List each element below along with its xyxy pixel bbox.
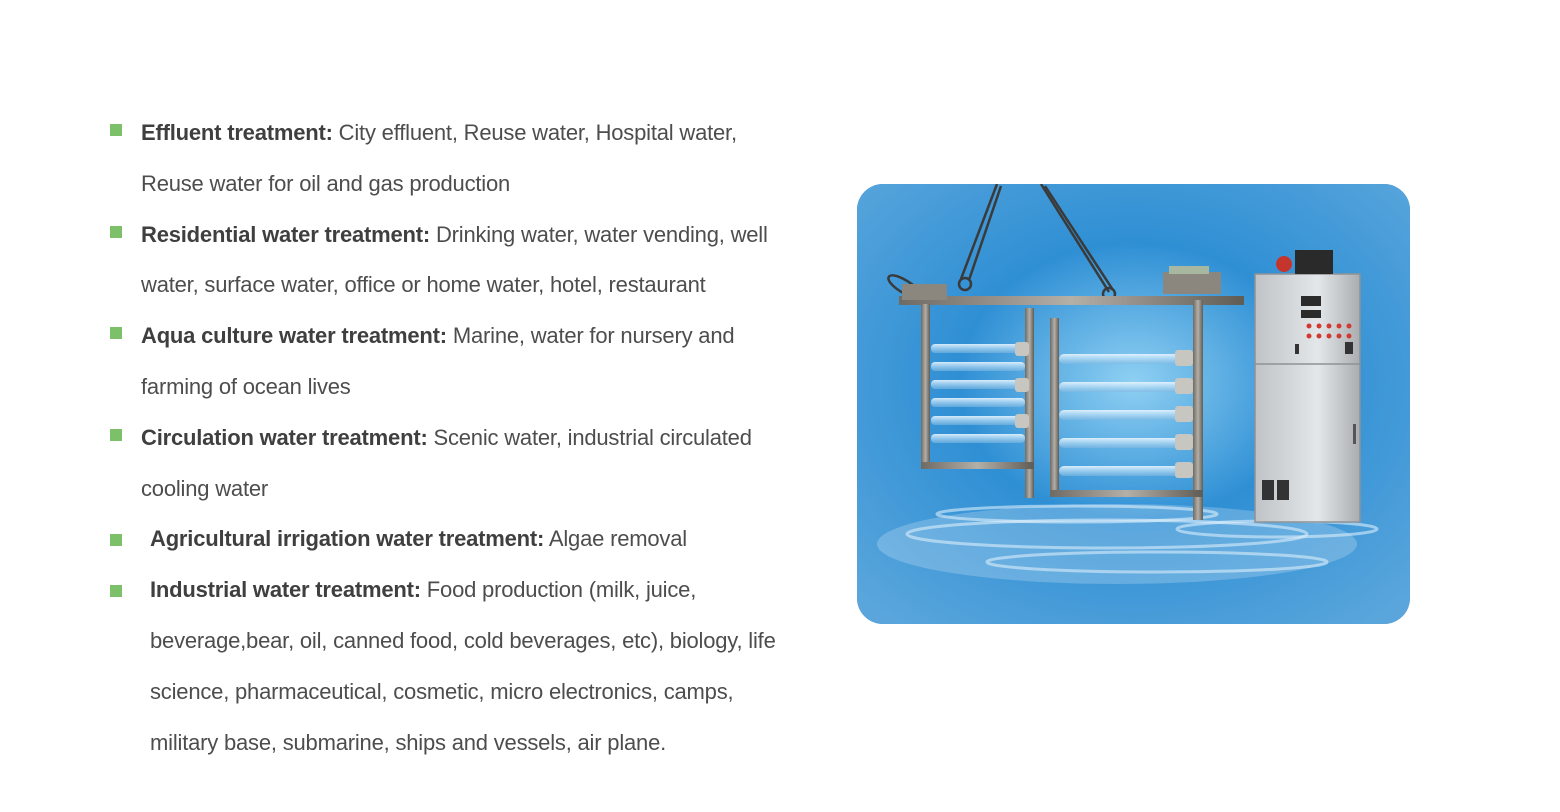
list-item (110, 565, 800, 768)
list-item (110, 514, 800, 565)
application-text: Marine, water for nursery and farming of ocean lives (141, 323, 735, 399)
list-item (110, 210, 800, 312)
square-bullet-icon (110, 226, 122, 238)
application-term: Aqua culture water treatment: (141, 323, 447, 349)
application-text: Drinking water, water vending, well water, surface water, office or home water, hotel, restaurant (141, 221, 768, 298)
list-item (110, 413, 800, 515)
application-term: Circulation water treatment: (141, 424, 428, 450)
application-term: Residential water treatment: (141, 221, 431, 247)
application-text: Scenic water, industrial circulated cooling water (141, 424, 752, 501)
applications-list (110, 108, 800, 768)
square-bullet-icon (110, 124, 122, 136)
uv-system-photo (857, 184, 1410, 624)
square-bullet-icon (110, 585, 122, 597)
application-term: Effluent treatment: (141, 120, 333, 145)
list-item (110, 311, 800, 413)
square-bullet-icon (110, 534, 122, 546)
list-item (110, 108, 800, 210)
application-term: Industrial water treatment: (150, 577, 421, 603)
application-term: Agricultural irrigation water treatment: (150, 526, 545, 552)
control-cabinet (1255, 250, 1360, 522)
application-text: City effluent, Reuse water, Hospital water, Reuse water for oil and gas production (141, 120, 737, 196)
square-bullet-icon (110, 429, 122, 441)
application-text: Food production (milk, juice, beverage,bear, oil, canned food, cold beverages, etc), biology, life science, pharmaceutical, cosmetic, micro electronics, camps, military base, submarine, ships and vessels, air plane. (150, 577, 776, 755)
square-bullet-icon (110, 327, 122, 339)
application-text: Algae removal (544, 526, 687, 552)
uv-module-and-cabinet-illustration (857, 184, 1410, 624)
